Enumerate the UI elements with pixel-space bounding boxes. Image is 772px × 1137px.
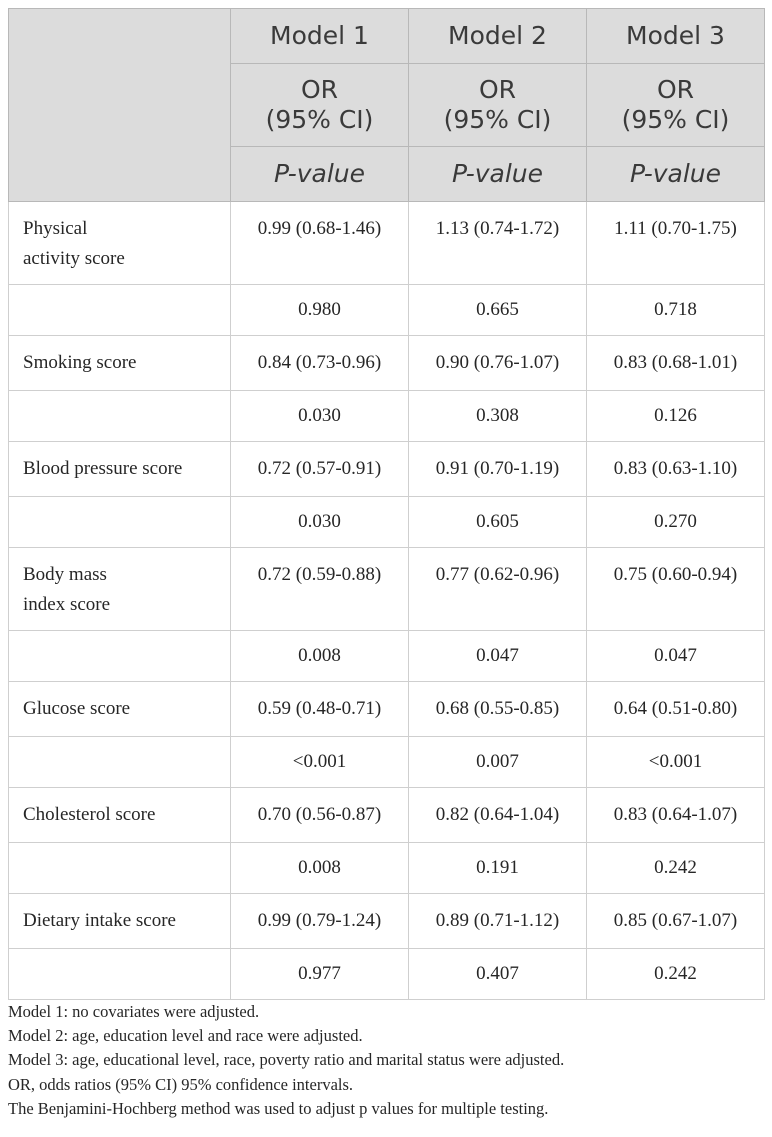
footnote: OR, odds ratios (95% CI) 95% confidence intervals. — [8, 1074, 354, 1094]
or-cell: 0.72 (0.57-0.91) — [231, 442, 409, 497]
table-row — [9, 442, 765, 497]
footnote: The Benjamini-Hochberg method was used to adjust p values for multiple testing. — [8, 1098, 549, 1118]
table-row — [9, 285, 765, 336]
pvalue-cell: 0.007 — [409, 737, 587, 788]
or-cell: 0.99 (0.79-1.24) — [231, 894, 409, 949]
or-cell: 0.83 (0.63-1.10) — [587, 442, 765, 497]
or-cell: 0.84 (0.73-0.96) — [231, 336, 409, 391]
empty-label-cell — [9, 631, 231, 682]
table-row — [9, 682, 765, 737]
or-cell: 0.59 (0.48-0.71) — [231, 682, 409, 737]
header-model-1: Model 1 — [231, 9, 409, 64]
pvalue-cell: 0.242 — [587, 949, 765, 1000]
pvalue-cell: 0.980 — [231, 285, 409, 336]
row-label: Body mass index score — [9, 548, 231, 631]
pvalue-cell: 0.718 — [587, 285, 765, 336]
empty-label-cell — [9, 497, 231, 548]
row-label: Dietary intake score — [9, 894, 231, 949]
pvalue-cell: 0.977 — [231, 949, 409, 1000]
footnote: Model 3: age, educational level, race, poverty ratio and marital status were adjusted. — [8, 1050, 565, 1070]
or-cell: 0.83 (0.64-1.07) — [587, 788, 765, 843]
or-cell: 0.83 (0.68-1.01) — [587, 336, 765, 391]
or-cell: 0.90 (0.76-1.07) — [409, 336, 587, 391]
empty-label-cell — [9, 391, 231, 442]
row-label: Cholesterol score — [9, 788, 231, 843]
pvalue-cell: <0.001 — [231, 737, 409, 788]
footnote: Model 2: age, education level and race were adjusted. — [8, 1026, 363, 1046]
table-row — [9, 631, 765, 682]
or-cell: 0.77 (0.62-0.96) — [409, 548, 587, 631]
table-row — [9, 843, 765, 894]
header-corner-cell — [9, 9, 231, 202]
header-pvalue-model-2: P-value — [409, 147, 587, 202]
or-cell: 0.68 (0.55-0.85) — [409, 682, 587, 737]
or-cell: 0.89 (0.71-1.12) — [409, 894, 587, 949]
pvalue-cell: 0.308 — [409, 391, 587, 442]
pvalue-cell: 0.407 — [409, 949, 587, 1000]
pvalue-cell: 0.665 — [409, 285, 587, 336]
or-cell: 0.99 (0.68-1.46) — [231, 202, 409, 285]
or-cell: 0.64 (0.51-0.80) — [587, 682, 765, 737]
header-model-3: Model 3 — [587, 9, 765, 64]
or-cell: 0.91 (0.70-1.19) — [409, 442, 587, 497]
header-or-model-2: OR (95% CI) — [409, 64, 587, 147]
or-cell: 0.75 (0.60-0.94) — [587, 548, 765, 631]
row-label: Smoking score — [9, 336, 231, 391]
table-row — [9, 336, 765, 391]
pvalue-cell: 0.047 — [587, 631, 765, 682]
table-row — [9, 202, 765, 285]
table-row — [9, 949, 765, 1000]
or-cell: 1.13 (0.74-1.72) — [409, 202, 587, 285]
table-row — [9, 497, 765, 548]
or-cell: 1.11 (0.70-1.75) — [587, 202, 765, 285]
empty-label-cell — [9, 949, 231, 1000]
header-or-model-1: OR (95% CI) — [231, 64, 409, 147]
pvalue-cell: 0.605 — [409, 497, 587, 548]
table-row — [9, 391, 765, 442]
or-cell: 0.82 (0.64-1.04) — [409, 788, 587, 843]
row-label: Blood pressure score — [9, 442, 231, 497]
pvalue-cell: 0.047 — [409, 631, 587, 682]
pvalue-cell: 0.030 — [231, 497, 409, 548]
pvalue-cell: 0.270 — [587, 497, 765, 548]
empty-label-cell — [9, 285, 231, 336]
table-row — [9, 894, 765, 949]
results-table — [8, 8, 765, 1000]
pvalue-cell: 0.191 — [409, 843, 587, 894]
header-pvalue-model-1: P-value — [231, 147, 409, 202]
footnote: Model 1: no covariates were adjusted. — [8, 1002, 260, 1021]
header-model-2: Model 2 — [409, 9, 587, 64]
empty-label-cell — [9, 843, 231, 894]
empty-label-cell — [9, 737, 231, 788]
pvalue-cell: 0.030 — [231, 391, 409, 442]
header-or-model-3: OR (95% CI) — [587, 64, 765, 147]
table-row — [9, 737, 765, 788]
pvalue-cell: 0.008 — [231, 843, 409, 894]
pvalue-cell: 0.008 — [231, 631, 409, 682]
or-cell: 0.85 (0.67-1.07) — [587, 894, 765, 949]
pvalue-cell: 0.126 — [587, 391, 765, 442]
row-label: Glucose score — [9, 682, 231, 737]
table-row — [9, 788, 765, 843]
header-pvalue-model-3: P-value — [587, 147, 765, 202]
table-row — [9, 548, 765, 631]
or-cell: 0.72 (0.59-0.88) — [231, 548, 409, 631]
pvalue-cell: <0.001 — [587, 737, 765, 788]
pvalue-cell: 0.242 — [587, 843, 765, 894]
row-label: Physical activity score — [9, 202, 231, 285]
or-cell: 0.70 (0.56-0.87) — [231, 788, 409, 843]
table-footnotes — [8, 1000, 768, 1121]
